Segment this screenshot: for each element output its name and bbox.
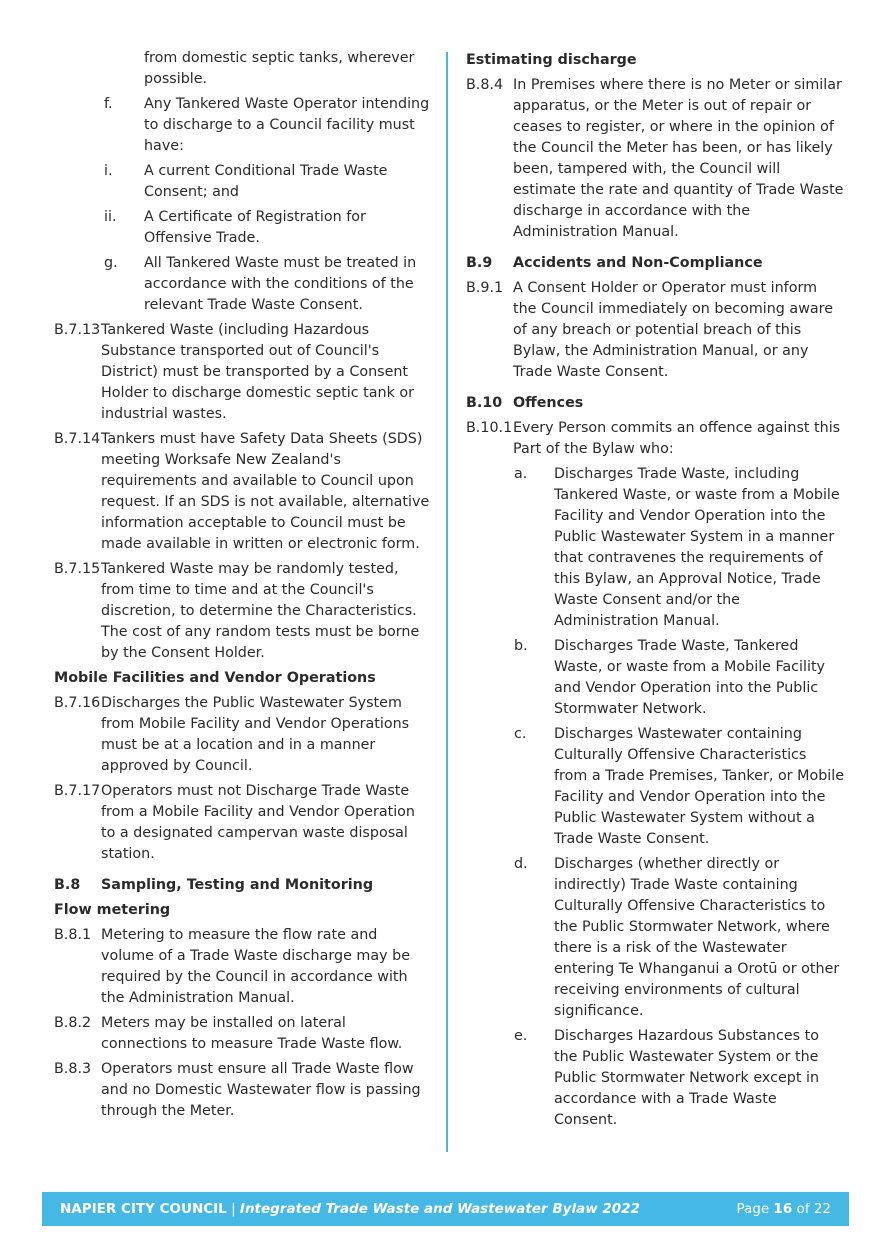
clause-text: Tankers must have Safety Data Sheets (SDS) meeting Worksafe New Zealand's requirements and available to Council upon request. If an SDS is not available, alternative information acceptable to Council must be made available in written or electronic form. xyxy=(101,431,430,552)
offence-item-a xyxy=(514,464,844,632)
subheading-estimating-discharge: Estimating discharge xyxy=(466,52,637,68)
subheading-mobile-facilities: Mobile Facilities and Vendor Operations xyxy=(54,670,376,686)
clause-b8-3 xyxy=(54,1059,432,1122)
clause-b8-1 xyxy=(54,925,432,1009)
clause-number: B.7.16 xyxy=(54,695,101,711)
clause-b7-13 xyxy=(54,320,432,425)
sub-text: Discharges Hazardous Substances to the Public Wastewater System or the Public Stormwater Network except in accordance with a Trade Waste Consent. xyxy=(554,1028,820,1128)
sub-text: All Tankered Waste must be treated in accordance with the conditions of the relevant Trade Waste Consent. xyxy=(144,255,417,313)
clause-number: B.7.17 xyxy=(54,783,101,799)
section-heading-b9 xyxy=(466,253,844,274)
sub-text: A Certificate of Registration for Offensive Trade. xyxy=(144,209,366,246)
sub-item-f xyxy=(104,94,432,157)
clause-b7-15 xyxy=(54,559,432,664)
clause-number: B.7.15 xyxy=(54,561,101,577)
sub-text: A current Conditional Trade Waste Consent; and xyxy=(144,163,388,200)
continued-text: from domestic septic tanks, wherever possible. xyxy=(144,50,415,87)
offence-item-e xyxy=(514,1026,844,1131)
subheading-flow-metering: Flow metering xyxy=(54,902,171,918)
section-number: B.9 xyxy=(466,255,493,271)
clause-text: Tankered Waste (including Hazardous Substance transported out of Council's District) must be transported by a Consent Holder to discharge domestic septic tank or industrial wastes. xyxy=(101,322,415,422)
sub-label: b. xyxy=(514,638,528,654)
sub-label: e. xyxy=(514,1028,528,1044)
clause-b7-16 xyxy=(54,693,432,777)
page-footer xyxy=(42,1192,849,1226)
clause-text: Every Person commits an offence against this Part of the Bylaw who: xyxy=(513,420,841,457)
clause-b8-4 xyxy=(466,75,844,243)
clause-text: Discharges the Public Wastewater System from Mobile Facility and Vendor Operations must be at a location and in a manner approved by Council. xyxy=(101,695,410,774)
clause-number: B.8.3 xyxy=(54,1061,92,1077)
sub-text: Discharges Wastewater containing Culturally Offensive Characteristics from a Trade Premises, Tanker, or Mobile Facility and Vendor Operation into the Public Wastewater System without a Trade Waste Consent. xyxy=(554,726,845,847)
sub-label: g. xyxy=(104,255,118,271)
right-column xyxy=(466,48,844,1135)
council-name: NAPIER CITY COUNCIL xyxy=(60,1201,227,1217)
clause-text: A Consent Holder or Operator must inform the Council immediately on becoming aware of any breach or potential breach of this Bylaw, the Administration Manual, or any Trade Waste Consent. xyxy=(513,280,834,380)
footer-separator: | xyxy=(226,1201,240,1217)
sub-item-i xyxy=(104,161,432,203)
page-number xyxy=(736,1201,849,1217)
clause-b7-14 xyxy=(54,429,432,555)
section-title: Offences xyxy=(513,395,584,411)
offence-item-d xyxy=(514,854,844,1022)
page-prefix: Page xyxy=(736,1201,774,1217)
section-title: Sampling, Testing and Monitoring xyxy=(101,877,374,893)
offence-item-b xyxy=(514,636,844,720)
clause-b10-1 xyxy=(466,418,844,460)
sub-item-ii xyxy=(104,207,432,249)
sub-label: ii. xyxy=(104,209,117,225)
clause-text: Tankered Waste may be randomly tested, from time to time and at the Council's discretion, to determine the Characteristics. The cost of any random tests must be borne by the Consent Holder. xyxy=(101,561,420,661)
section-heading-b10 xyxy=(466,393,844,414)
current-page: 16 xyxy=(773,1201,793,1217)
sub-item-g xyxy=(104,253,432,316)
clause-text: In Premises where there is no Meter or similar apparatus, or the Meter is out of repair or ceases to register, or where in the opinion of the Council the Meter has been, or has likely been, tampered with, the Council will estimate the rate and quantity of Trade Waste discharge in accordance with the Administration Manual. xyxy=(513,77,844,240)
clause-b8-2 xyxy=(54,1013,432,1055)
clause-text: Operators must not Discharge Trade Waste from a Mobile Facility and Vendor Operation to a designated campervan waste disposal station. xyxy=(101,783,415,862)
sub-text: Discharges (whether directly or indirectly) Trade Waste containing Culturally Offensive Characteristics to the Public Stormwater Network, where there is a risk of the Wastewater entering Te Whanganui a Orotū or other receiving environments of cultural significance. xyxy=(554,856,840,1019)
page-suffix: of 22 xyxy=(792,1201,831,1217)
clause-number: B.8.4 xyxy=(466,77,504,93)
section-number: B.10 xyxy=(466,395,503,411)
clause-number: B.10.1 xyxy=(466,420,513,436)
clause-b7-17 xyxy=(54,781,432,865)
clause-text: Meters may be installed on lateral connections to measure Trade Waste flow. xyxy=(101,1015,403,1052)
section-heading-b8 xyxy=(54,875,432,896)
column-divider xyxy=(446,52,448,1152)
clause-text: Operators must ensure all Trade Waste flow and no Domestic Wastewater flow is passing through the Meter. xyxy=(101,1061,421,1119)
sub-text: Any Tankered Waste Operator intending to discharge to a Council facility must have: xyxy=(144,96,430,154)
sub-label: d. xyxy=(514,856,528,872)
clause-number: B.8.2 xyxy=(54,1015,92,1031)
footer-title xyxy=(42,1201,736,1217)
sub-label: f. xyxy=(104,96,113,112)
offence-item-c xyxy=(514,724,844,850)
document-title: Integrated Trade Waste and Wastewater Bylaw 2022 xyxy=(239,1201,640,1217)
sub-label: a. xyxy=(514,466,528,482)
clause-number: B.7.14 xyxy=(54,431,101,447)
clause-b9-1 xyxy=(466,278,844,383)
clause-number: B.7.13 xyxy=(54,322,101,338)
sub-label: c. xyxy=(514,726,527,742)
sub-text: Discharges Trade Waste, Tankered Waste, or waste from a Mobile Facility and Vendor Operation into the Public Stormwater Network. xyxy=(554,638,826,717)
clause-number: B.8.1 xyxy=(54,927,92,943)
sub-text: Discharges Trade Waste, including Tankered Waste, or waste from a Mobile Facility and Vendor Operation into the Public Wastewater System in a manner that contravenes the requirements of this Bylaw, an Approval Notice, Trade Waste Consent and/or the Administration Manual. xyxy=(554,466,840,629)
clause-text: Metering to measure the flow rate and volume of a Trade Waste discharge may be required by the Council in accordance with the Administration Manual. xyxy=(101,927,410,1006)
section-number: B.8 xyxy=(54,877,81,893)
sub-label: i. xyxy=(104,163,113,179)
clause-number: B.9.1 xyxy=(466,280,504,296)
left-column xyxy=(54,48,432,1126)
section-title: Accidents and Non-Compliance xyxy=(513,255,763,271)
